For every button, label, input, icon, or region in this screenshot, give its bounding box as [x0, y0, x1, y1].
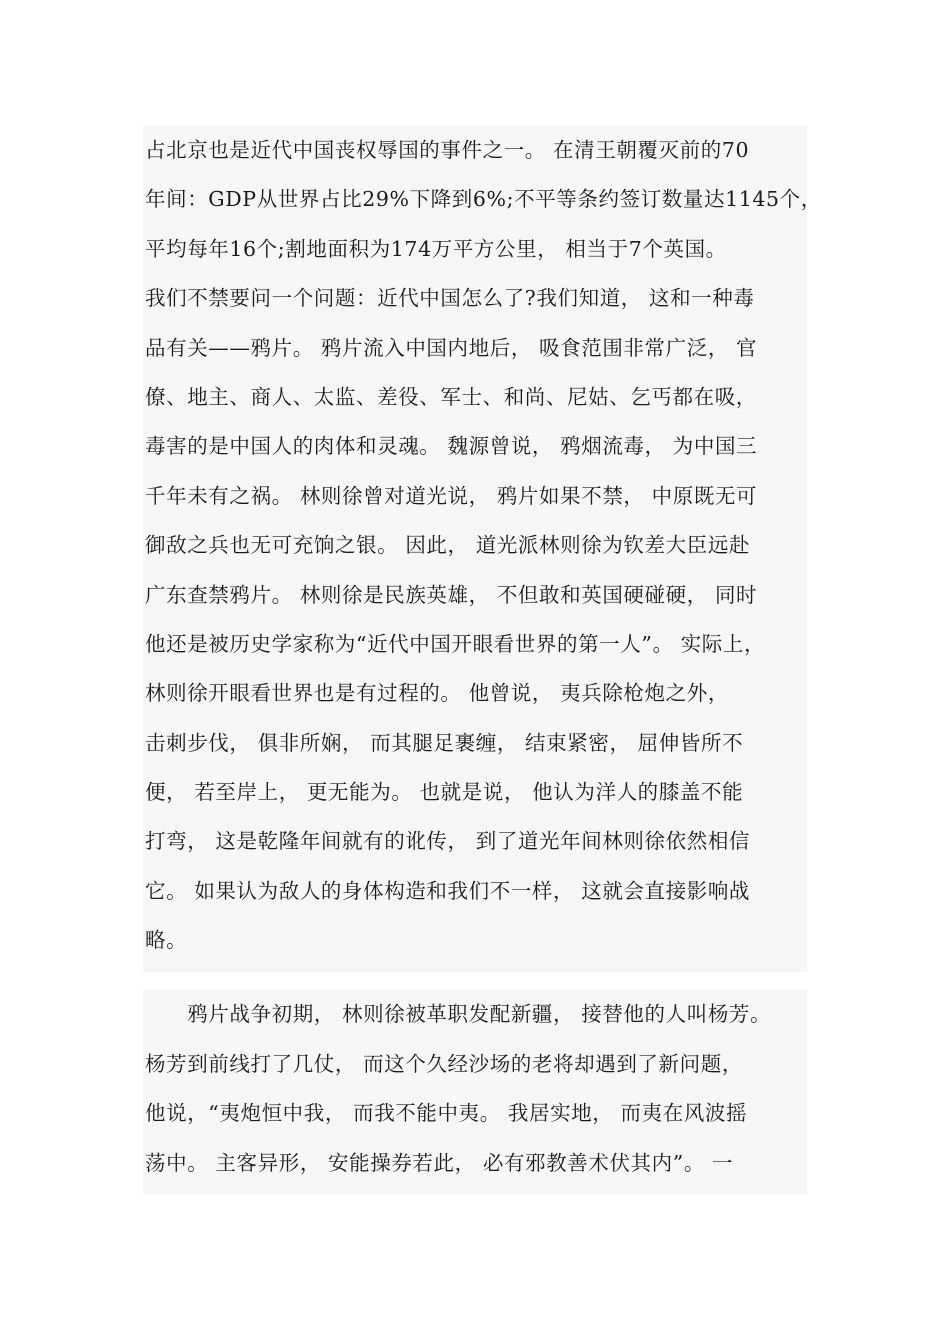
text-line: 千年未有之祸。 林则徐曾对道光说， 鸦片如果不禁， 中原既无可	[145, 483, 758, 508]
text-line: 我们不禁要问一个问题：近代中国怎么了?我们知道， 这和一种毒	[145, 286, 755, 311]
text-line: 他还是被历史学家称为“近代中国开眼看世界的第一人”。 实际上，	[145, 631, 766, 656]
text-line: 击刺步伐， 俱非所娴， 而其腿足裹缠， 结束紧密， 屈伸皆所不	[145, 730, 744, 755]
text-line: 便， 若至岸上， 更无能为。 也就是说， 他认为洋人的膝盖不能	[145, 780, 744, 805]
text-line: 荡中。 主客异形， 安能操券若此， 必有邪教善术伏其内”。 一	[145, 1150, 734, 1175]
text-line: 品有关——鸦片。 鸦片流入中国内地后， 吸食范围非常广泛， 官	[145, 335, 758, 360]
text-line: 林则徐开眼看世界也是有过程的。 他曾说， 夷兵除枪炮之外，	[145, 681, 729, 706]
text-line: 平均每年16个;割地面积为174万平方公里， 相当于7个英国。	[145, 236, 727, 261]
text-line: 杨芳到前线打了几仗， 而这个久经沙场的老将却遇到了新问题，	[145, 1051, 743, 1076]
text-line: 毒害的是中国人的肉体和灵魂。 魏源曾说， 鸦烟流毒， 为中国三	[145, 434, 758, 459]
text-line: 它。 如果认为敌人的身体构造和我们不一样， 这就会直接影响战	[145, 878, 751, 903]
text-line: 御敌之兵也无可充饷之银。 因此， 道光派林则徐为钦差大臣远赴	[145, 533, 751, 558]
text-line: 僚、地主、商人、太监、差役、军士、和尚、尼姑、乞丐都在吸，	[145, 384, 757, 409]
text-line: 广东查禁鸦片。 林则徐是民族英雄， 不但敢和英国硬碰硬， 同时	[145, 582, 758, 607]
text-line: 他说，“夷炮恒中我， 而我不能中夷。 我居实地， 而夷在风波摇	[145, 1101, 748, 1125]
paragraph-1	[143, 126, 822, 972]
paragraph-2	[143, 990, 807, 1194]
text-line: 略。	[145, 928, 188, 953]
text-line: 打弯， 这是乾隆年间就有的讹传， 到了道光年间林则徐依然相信	[145, 829, 751, 854]
text-line: 鸦片战争初期， 林则徐被革职发配新疆， 接替他的人叫杨芳。	[145, 1002, 772, 1026]
text-line: 占北京也是近代中国丧权辱国的事件之一。 在清王朝覆灭前的70	[145, 138, 750, 162]
text-line: 年间：GDP从世界占比29%下降到6%;不平等条约签订数量达1145个，	[145, 187, 822, 212]
